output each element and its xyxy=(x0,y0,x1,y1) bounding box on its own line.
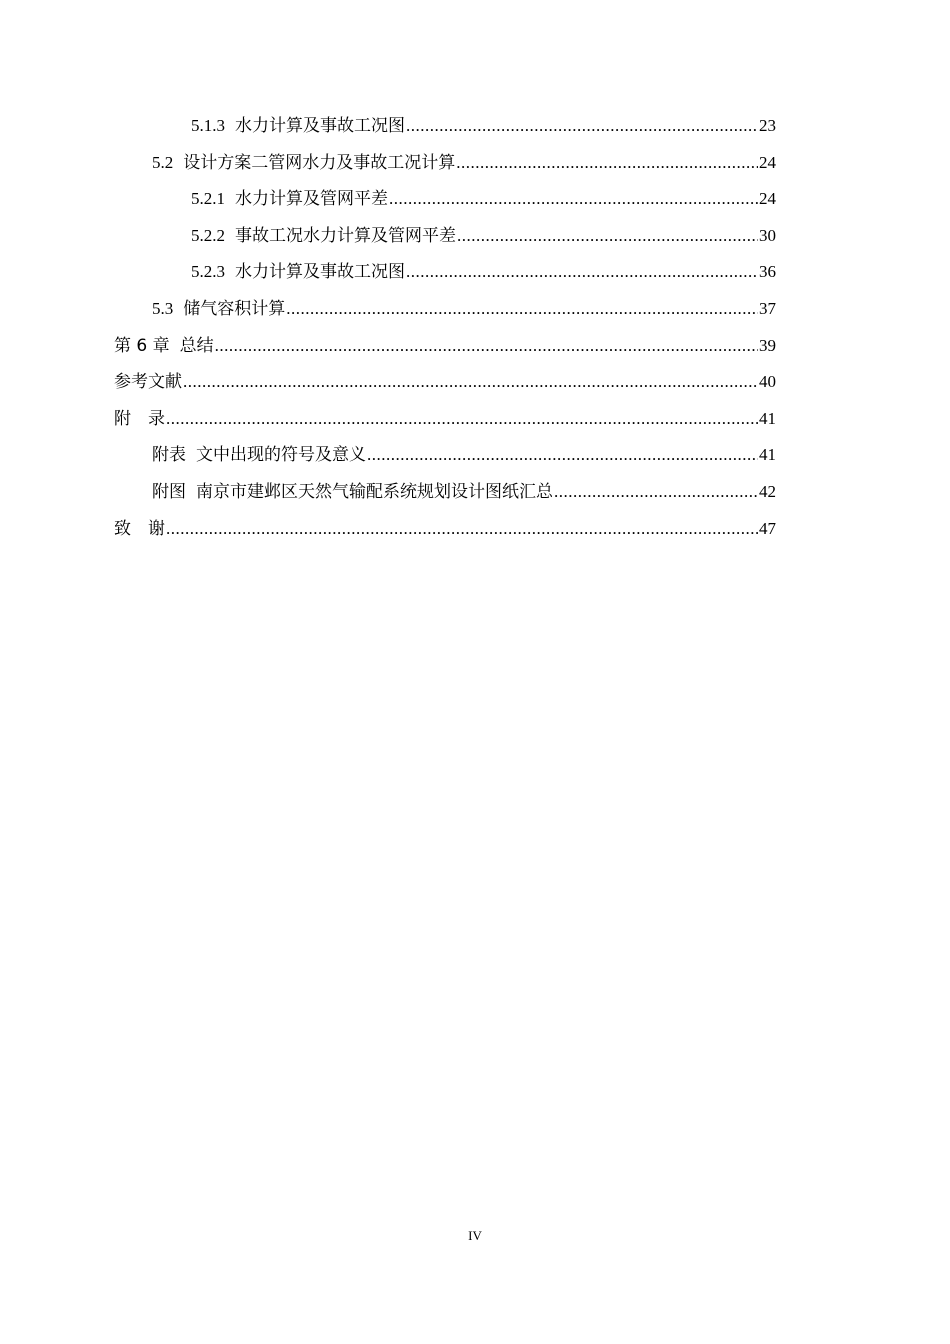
toc-entry-page: 40 xyxy=(759,372,776,392)
toc-entry-number: 附表 xyxy=(152,445,186,465)
toc-entry-page: 39 xyxy=(759,335,776,355)
toc-entry-title: 致 谢 xyxy=(114,518,165,539)
toc-dot-leader xyxy=(406,254,758,291)
toc-entry-number: 5.2.2 xyxy=(191,225,225,245)
toc-dot-leader xyxy=(286,291,758,328)
toc-entry-page: 36 xyxy=(759,262,776,282)
toc-entry-page: 24 xyxy=(759,152,776,172)
toc-entry-appendix-figure[interactable] xyxy=(114,474,776,511)
toc-dot-leader xyxy=(456,145,758,182)
toc-entry-chapter-6[interactable] xyxy=(114,328,776,365)
toc-entry-number: 5.3 xyxy=(152,298,174,318)
toc-dot-leader xyxy=(406,108,758,145)
toc-dot-leader xyxy=(389,181,758,218)
toc-entry-title: 南京市建邺区天然气输配系统规划设计图纸汇总 xyxy=(196,481,553,501)
toc-dot-leader xyxy=(215,328,758,365)
toc-entry-title: 设计方案二管网水力及事故工况计算 xyxy=(183,152,456,172)
toc-entry-5-1-3[interactable] xyxy=(114,108,776,145)
toc-entry-page: 41 xyxy=(759,408,776,428)
toc-entry-title: 参考文献 xyxy=(114,372,182,393)
toc-entry-title: 储气容积计算 xyxy=(183,298,286,318)
toc-entry-number: 5.2.3 xyxy=(191,262,225,282)
toc-dot-leader xyxy=(166,511,758,548)
toc-dot-leader xyxy=(183,364,758,401)
toc-entry-5-2-2[interactable] xyxy=(114,218,776,255)
toc-entry-references[interactable] xyxy=(114,364,776,401)
toc-entry-title: 附 录 xyxy=(114,408,165,429)
toc-entry-number: 5.2 xyxy=(152,152,174,172)
toc-entry-page: 42 xyxy=(759,481,776,501)
toc-entry-acknowledgements[interactable] xyxy=(114,511,776,548)
toc-dot-leader xyxy=(554,474,758,511)
toc-entry-appendix-table[interactable] xyxy=(114,437,776,474)
toc-dot-leader xyxy=(166,401,758,438)
toc-entry-title: 总结 xyxy=(179,335,214,356)
toc-entry-page: 24 xyxy=(759,189,776,209)
toc-entry-page: 30 xyxy=(759,225,776,245)
toc-entry-title: 水力计算及事故工况图 xyxy=(235,262,405,282)
toc-dot-leader xyxy=(367,437,758,474)
toc-entry-number: 附图 xyxy=(152,481,186,501)
toc-entry-5-2-3[interactable] xyxy=(114,254,776,291)
table-of-contents xyxy=(114,108,776,547)
toc-entry-number: 5.2.1 xyxy=(191,189,225,209)
toc-entry-appendix[interactable] xyxy=(114,401,776,438)
toc-entry-title: 水力计算及管网平差 xyxy=(235,189,388,209)
toc-entry-title: 事故工况水力计算及管网平差 xyxy=(235,225,456,245)
toc-entry-title: 水力计算及事故工况图 xyxy=(235,116,405,135)
toc-entry-5-2-1[interactable] xyxy=(114,181,776,218)
toc-entry-page: 47 xyxy=(759,518,776,538)
toc-dot-leader xyxy=(457,218,758,255)
toc-entry-5-2[interactable] xyxy=(114,145,776,182)
toc-entry-5-3[interactable] xyxy=(114,291,776,328)
toc-entry-page: 41 xyxy=(759,445,776,465)
toc-entry-number: 5.1.3 xyxy=(191,116,225,135)
toc-entry-number: 第 6 章 xyxy=(114,335,170,356)
toc-entry-page: 23 xyxy=(759,116,776,135)
page-number: IV xyxy=(468,1228,482,1243)
toc-entry-page: 37 xyxy=(759,298,776,318)
toc-entry-title: 文中出现的符号及意义 xyxy=(196,445,366,465)
